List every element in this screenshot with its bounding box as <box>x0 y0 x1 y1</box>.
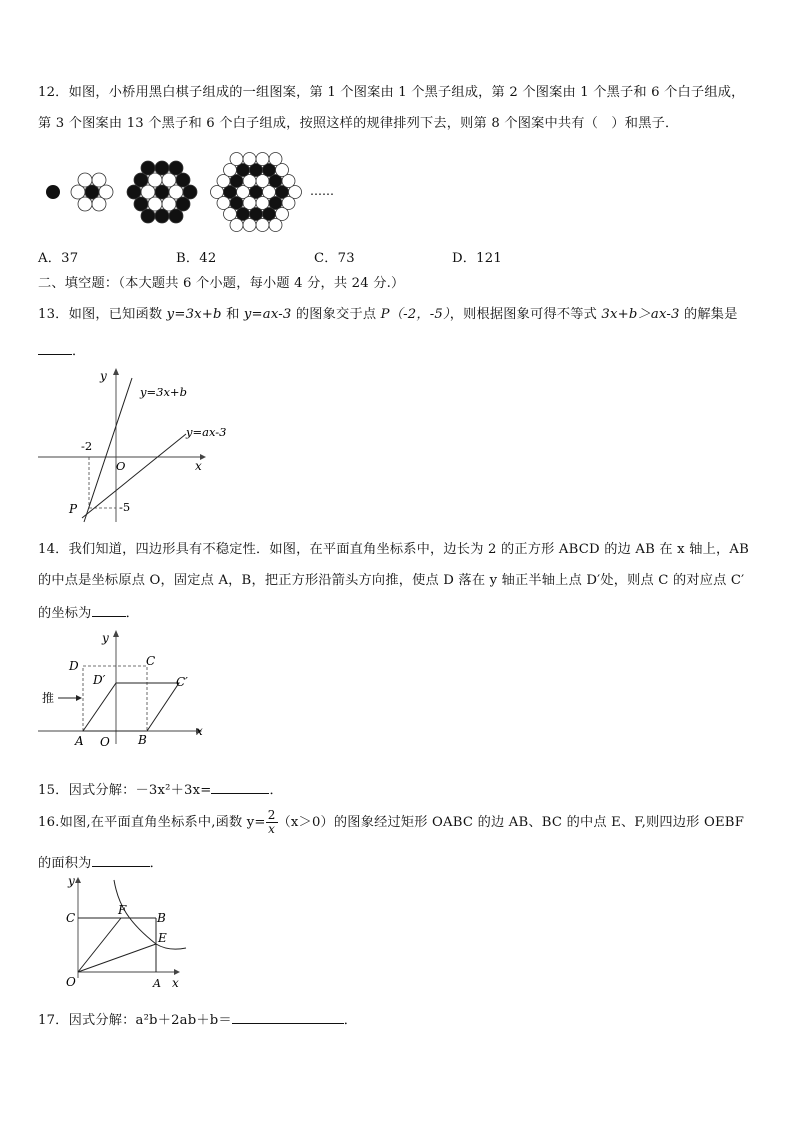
answer-blank[interactable] <box>38 341 72 355</box>
q14-line3: 的坐标为 ． <box>38 603 139 623</box>
q14-graph <box>36 628 216 748</box>
answer-blank[interactable] <box>92 853 150 867</box>
q12-ellipsis: …… <box>310 184 334 198</box>
answer-blank[interactable] <box>211 780 269 794</box>
q14-line1: 14．我们知道，四边形具有不稳定性．如图，在平面直角坐标系中，边长为 2 的正方形 ABCD 的边 AB 在 x 轴上，AB <box>38 542 749 557</box>
svg-text:推: 推 <box>42 691 55 705</box>
svg-text:P: P <box>69 502 78 516</box>
q13-line1: 13．如图，已知函数 y=3x+b 和 y=ax-3 的图象交于点 P（-2，-5），则根据图象可得不等式 3x+b＞ax-3 的解集是 <box>38 307 738 322</box>
svg-text:x: x <box>196 724 203 738</box>
q15-line: 15．因式分解：－3x²＋3x= ． <box>38 780 283 800</box>
pattern-3 <box>127 161 197 223</box>
svg-text:y=ax-3: y=ax-3 <box>186 425 227 439</box>
svg-text:y: y <box>100 369 107 383</box>
svg-text:x: x <box>172 976 179 990</box>
svg-text:A: A <box>75 734 84 748</box>
q16-line1: 16.如图,在平面直角坐标系中,函数 y= $\frac{2}{x}$ （x＞0）的图象经过矩形 OABC 的边 AB、BC 的中点 E、F,则四边形 OEBF <box>38 808 745 836</box>
svg-text:-2: -2 <box>81 439 93 453</box>
q12-option-b: B．42 <box>176 251 217 266</box>
svg-text:D: D <box>69 659 79 673</box>
q12-option-d: D．121 <box>452 251 502 266</box>
svg-text:C: C <box>146 654 156 668</box>
svg-text:D′: D′ <box>93 673 106 687</box>
svg-text:B: B <box>157 911 166 925</box>
q14-line2: 的中点是坐标原点 O，固定点 A，B，把正方形沿箭头方向推，使点 D 落在 y 轴正半轴上点 D′处，则点 C 的对应点 C′ <box>38 573 745 588</box>
svg-text:y: y <box>68 874 75 888</box>
svg-text:A: A <box>153 977 161 990</box>
answer-blank[interactable] <box>232 1010 344 1024</box>
svg-text:y=3x+b: y=3x+b <box>140 385 187 399</box>
svg-text:-5: -5 <box>119 500 131 514</box>
q13-line2: ． <box>38 341 85 361</box>
q17-line: 17．因式分解：a²b＋2ab＋b＝ ． <box>38 1010 357 1030</box>
fraction: $\frac{2}{x}$ <box>267 808 276 836</box>
pattern-2 <box>71 173 113 211</box>
svg-text:x: x <box>195 459 202 473</box>
q13-graph <box>36 366 236 526</box>
svg-text:O: O <box>66 975 76 989</box>
pattern-4 <box>211 153 302 232</box>
q16-line2: 的面积为 ． <box>38 853 163 873</box>
q12-option-a: A．37 <box>38 251 79 266</box>
svg-text:C: C <box>66 911 76 925</box>
section-title: 二、填空题：（本大题共 6 个小题，每小题 4 分，共 24 分.） <box>38 276 405 291</box>
svg-text:F: F <box>118 903 127 917</box>
svg-text:B: B <box>138 733 147 747</box>
svg-text:O: O <box>116 459 126 473</box>
answer-blank[interactable] <box>92 603 126 617</box>
q12-line2: 第 3 个图案由 13 个黑子和 6 个白子组成，按照这样的规律排列下去，则第 8 个图案中共有（ ）和黑子． <box>38 116 679 131</box>
svg-text:E: E <box>158 931 167 945</box>
svg-text:C′: C′ <box>176 675 188 689</box>
svg-text:y: y <box>102 631 109 645</box>
svg-text:O: O <box>100 735 110 748</box>
q12-line1: 12．如图，小桥用黑白棋子组成的一组图案，第 1 个图案由 1 个黑子组成，第 2 个图案由 1 个黑子和 6 个白子组成， <box>38 85 745 100</box>
q12-option-c: C．73 <box>314 251 355 266</box>
q16-graph <box>38 874 198 994</box>
stone-black <box>46 185 60 199</box>
q12-pattern-figure <box>38 148 398 238</box>
